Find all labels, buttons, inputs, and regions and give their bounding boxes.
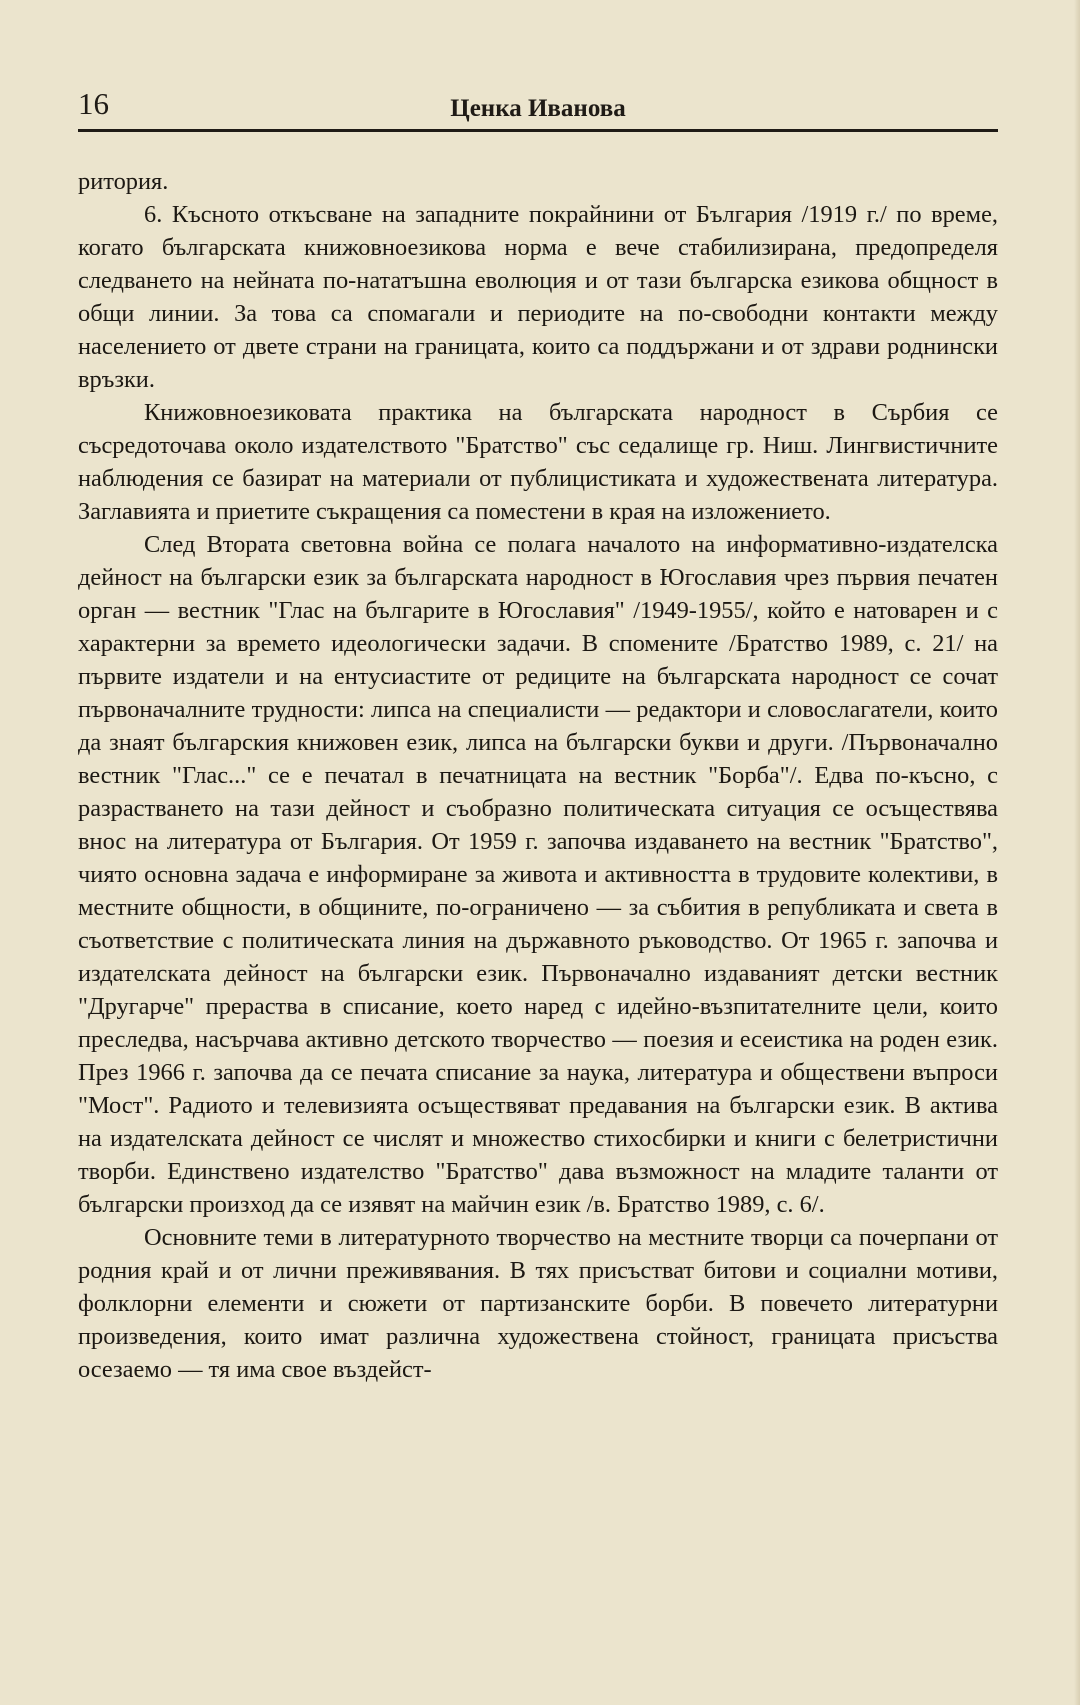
paragraph-continuation: ритория. [78,168,169,195]
paragraph-publishing-history: След Втората световна война се полага началото на информативно-издателска дейност на български език за българската народност в Югославия чрез първия печатен орган — вестник "Глас на българите в Югославия" /1949-1955/, който е натоварен и с характерни за времето идеологически задачи. В спомените /Братство 1989, с. 21/ на първите издатели и на ентусиастите от редиците на българската народност се сочат първоначалните трудности: липса на специалисти — редактори и словослагатели, които да знаят българския книжовен език, липса на български букви и други. /Първоначално вестник "Глас..." се е печатал в печатницата на вестник "Борба"/. Едва по-късно, с разрастването на тази дейност и съобразно политическата ситуация се осъществява внос на литература от България. От 1959 г. започва издаването на вестник "Братство", чиято основна задача е информиране за живота и активността в трудовите колективи, в местните общности, в общините, по-ограничено — за събития в републиката и света в съответствие с политическата линия на държавното ръководство. От 1965 г. започва и издателската дейност на български език. Първоначално издаваният детски вестник "Другарче" прераства в списание, което наред с идейно-възпитателните цели, които преследва, насърчава активно детското творчество — поезия и есеистика на роден език. През 1966 г. започва да се печата списание за наука, литература и обществени въпроси "Мост". Радиото и телевизията осъществяват предавания на български език. В актива на издателската дейност се числят и множество стихосбирки и книги с белетристични творби. Единствено издателство "Братство" дава възможност на младите таланти от български произход да се изявят на майчин език /в. Братство 1989, с. 6/. [78,531,998,1218]
page-number: 16 [78,86,109,121]
paragraph-literary-practice: Книжовноезиковата практика на българската народност в Сърбия се съсредоточава около издателството "Братство" със седалище гр. Ниш. Лингвистичните наблюдения се базират на материали от публицистиката и художествената литература. Заглавията и приетите съкращения са поместени в края на изложението. [78,399,998,525]
paragraph-late-separation: 6. Късното откъсване на западните покрайнини от България /1919 г./ по време, когато българската книжовноезикова норма е вече стабилизирана, предопределя следването на нейната по-нататъшна еволюция и от тази българска езикова общност в общи линии. За това са спомагали и периодите на по-свободни контакти между населението от двете страни на границата, които са поддържани и от здрави роднински връзки. [78,201,998,393]
page-edge-shadow [1074,0,1080,1705]
body-text [78,165,998,1386]
page-header [78,84,998,130]
running-head-author: Ценка Иванова [450,95,626,122]
header-rule [78,129,998,132]
paragraph-literary-themes: Основните теми в литературното творчество на местните творци са почерпани от родния край и от лични преживявания. В тях присъстват битови и социални мотиви, фолклорни елементи и сюжети от партизанските борби. В повечето литературни произведения, които имат различна художествена стойност, границата присъства осезаемо — тя има свое въздейст- [78,1224,998,1383]
